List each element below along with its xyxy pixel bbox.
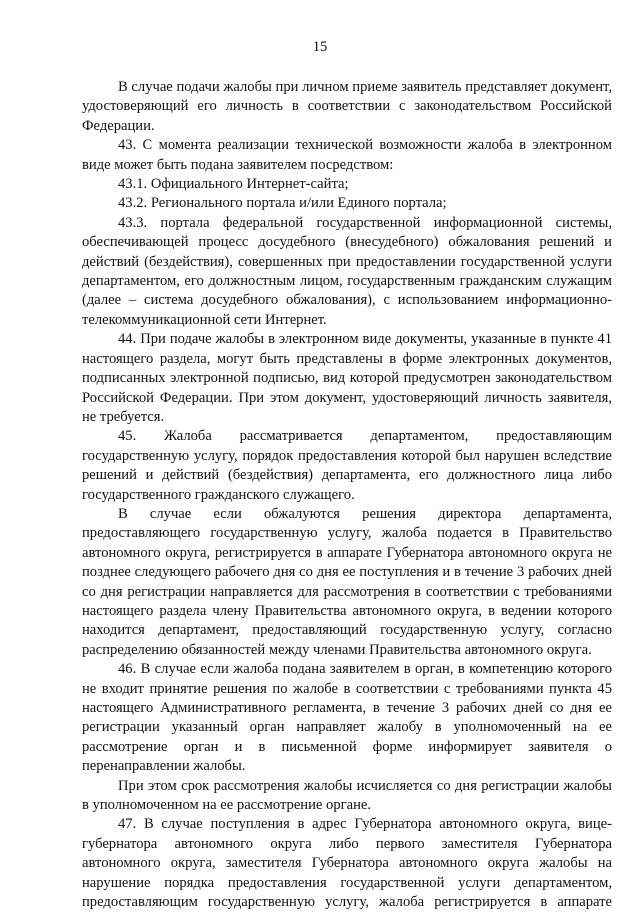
paragraph-43-3: 43.3. портала федеральной государственной информационной системы, обеспечивающей процесс досудебного (внесудебного) обжалования решений и действий (бездействия), совершенных при предоставлении государственной услуги департаментом, его должностным лицом, государственным гражданским служащим (далее – система досудебного обжалования), с использованием информационно-телекоммуникационной сети Интернет.: [82, 214, 612, 328]
page-number: 15: [312, 39, 328, 55]
paragraph-43: 43. С момента реализации технической возможности жалоба в электронном виде может быть подана заявителем посредством:: [82, 137, 612, 173]
paragraph-46: 46. В случае если жалоба подана заявителем в орган, в компетенцию которого не входит принятие решения по жалобе в соответствии с требованиями пункта 45 настоящего Административного регламента, в течение 3 рабочих дней со дня ее регистрации указанный орган направляет жалобу в уполномоченный на ее рассмотрение орган и в письменной форме информирует заявителя о перенаправлении жалобы.: [82, 661, 612, 775]
paragraph-45-director: В случае если обжалуются решения директора департамента, предоставляющего государственную услугу, жалоба подается в Правительство автономного округа, регистрируется в аппарате Губернатора автономного округа не позднее следующего рабочего дня со дня ее поступления и в течение 3 рабочих дней со дня регистрации направляется для рассмотрения в соответствии с требованиями настоящего раздела члену Правительства автономного округа, в ведении которого находится департамент, предоставляющий государственную услугу, согласно распределению обязанностей между членами Правительства автономного округа.: [82, 505, 612, 658]
paragraph-personal-reception: В случае подачи жалобы при личном приеме заявитель представляет документ, удостоверяющий его личность в соответствии с законодательством Российской Федерации.: [82, 79, 612, 134]
paragraph-43-2: 43.2. Регионального портала и/или Единого портала;: [118, 195, 447, 212]
document-body: [82, 78, 612, 912]
paragraph-45: 45. Жалоба рассматривается департаментом, предоставляющим государственную услугу, порядок предоставления которой был нарушен вследствие решений и действий (бездействия) департамента, его должностного лица либо государственного гражданского служащего.: [82, 428, 612, 503]
paragraph-47: 47. В случае поступления в адрес Губернатора автономного округа, вице-губернатора автономного округа либо первого заместителя Губернатора автономного округа, заместителя Губернатора автономного округа жалобы на нарушение порядка предоставления государственной услуги департаментом, предоставляющим государственную услугу, жалоба регистрируется в аппарате: [82, 816, 612, 911]
paragraph-46-term: При этом срок рассмотрения жалобы исчисляется со дня регистрации жалобы в уполномоченном на ее рассмотрение органе.: [82, 777, 612, 814]
paragraph-44: 44. При подаче жалобы в электронном виде документы, указанные в пункте 41 настоящего раздела, могут быть представлены в форме электронных документов, подписанных электронной подписью, вид которой предусмотрен законодательством Российской Федерации. При этом документ, удостоверяющий личность заявителя, не требуется.: [82, 331, 612, 425]
paragraph-43-1: 43.1. Официального Интернет-сайта;: [118, 176, 349, 193]
